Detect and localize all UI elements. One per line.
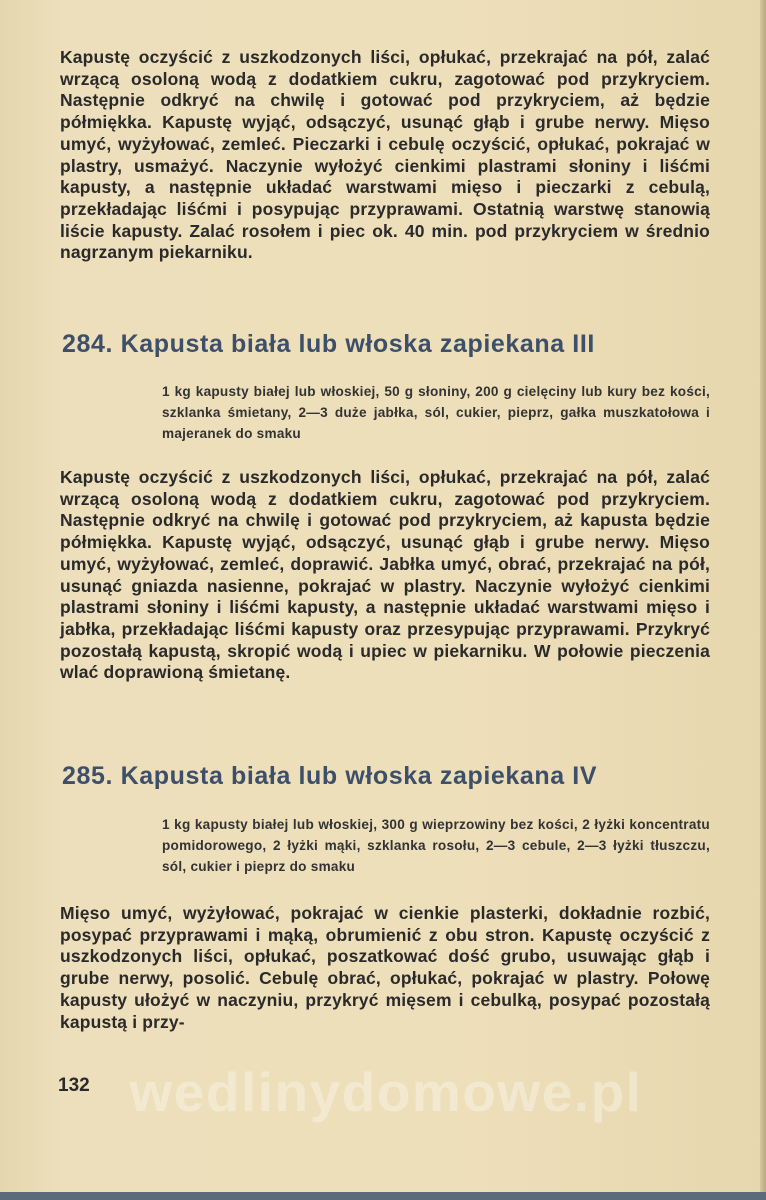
recipe-heading-284: [62, 330, 595, 359]
recipe-ingredients-285: 1 kg kapusty białej lub włoskiej, 300 g wieprzowiny bez kości, 2 łyżki koncentratu pomidorowego, 2 łyżki mąki, szklanka rosołu, 2—3 cebule, 2—3 łyżki tłuszczu, sól, cukier i pieprz do smaku: [162, 817, 710, 874]
recipe-title: Kapusta biała lub włoska zapiekana IV: [120, 762, 598, 790]
intro-paragraph: Kapustę oczyścić z uszkodzonych liści, opłukać, przekrajać na pół, zalać wrzącą osoloną wodą z dodatkiem cukru, zagotować pod przykryciem. Następnie odkryć na chwilę i gotować pod przykryciem, aż będzie półmiękka. Kapustę wyjąć, odsączyć, usunąć głąb i grube nerwy. Mięso umyć, wyżyłować, zemleć. Pieczarki i cebulę oczyścić, opłukać, pokrajać w plastry, usmażyć. Naczynie wyłożyć cienkimi plastrami słoniny i liśćmi kapusty, a następnie układać warstwami mięso i pieczarki z cebulą, przekładając liśćmi i posypując przyprawami. Ostatnią warstwę stanowią liście kapusty. Zalać rosołem i piec ok. 40 min. pod przykryciem w średnio nagrzanym piekarniku.: [60, 47, 710, 263]
watermark: wedlinydomowe.pl: [129, 1061, 643, 1123]
page-edge-bottom: [0, 1192, 766, 1200]
recipe-method-285: Mięso umyć, wyżyłować, pokrajać w cienkie plasterki, dokładnie rozbić, posypać przyprawami i mąką, obrumienić z obu stron. Kapustę oczyścić z uszkodzonych liści, opłukać, poszatkować dość grubo, usuwając głąb i grube nerwy, posolić. Cebulę obrać, opłukać, pokrajać w plastry. Połowę kapusty ułożyć w naczyniu, przykryć mięsem i cebulką, posypać pozostałą kapustą i przy-: [60, 903, 710, 1032]
recipe-ingredients-284: 1 kg kapusty białej lub włoskiej, 50 g słoniny, 200 g cielęciny lub kury bez kości, szklanka śmietany, 2—3 duże jabłka, sól, cukier, pieprz, gałka muszkatołowa i majeranek do smaku: [162, 384, 710, 441]
recipe-title: Kapusta biała lub włoska zapiekana III: [120, 330, 595, 358]
page-edge-right: [760, 0, 766, 1200]
recipe-number: 284.: [62, 330, 114, 358]
recipe-heading-285: [62, 762, 597, 791]
recipe-method-284: Kapustę oczyścić z uszkodzonych liści, opłukać, przekrajać na pół, zalać wrzącą osoloną wodą z dodatkiem cukru, zagotować pod przykryciem. Następnie odkryć na chwilę i gotować pod przykryciem, aż kapusta będzie półmiękka. Kapustę wyjąć, odsączyć, usunąć głąb i grube nerwy. Mięso umyć, wyżyłować, zemleć, doprawić. Jabłka umyć, obrać, przekrajać na pół, usunąć gniazda nasienne, pokrajać w plastry. Naczynie wyłożyć cienkimi plastrami słoniny i liśćmi kapusty, a następnie układać warstwami mięso i jabłka, przekładając liśćmi kapusty oraz przesypując przyprawami. Przykryć pozostałą kapustą, skropić wodą i upiec w piekarniku. W połowie pieczenia wlać doprawioną śmietanę.: [60, 467, 710, 683]
recipe-number: 285.: [62, 762, 114, 790]
page-number: 132: [58, 1075, 90, 1096]
